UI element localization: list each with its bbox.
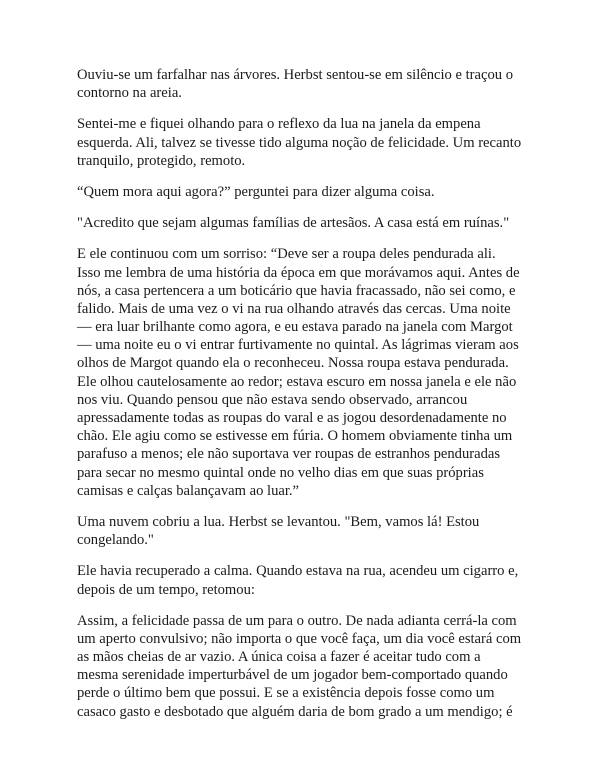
text-line: falido. Mais de uma vez o vi na rua olhando através das cercas. Uma noite (77, 300, 511, 317)
text-line: casaco gasto e desbotado que alguém daria de bom grado a um mendigo; é (77, 703, 513, 720)
paragraph (77, 214, 537, 232)
text-line: apressadamente todas as roupas do varal e as jogou desordenadamente no (77, 410, 507, 426)
text-line: mesma serenidade imperturbável de um jogador bem-comportado quando (77, 667, 508, 684)
text-line: olhos de Margot quando ela o reconheceu. Nossa roupa estava pendurada. (77, 355, 509, 372)
text-line: as mãos cheias de ar vazio. A única coisa a fazer é aceitar tudo com a (77, 649, 481, 666)
text-line: parafuso a menos; ele não suportava ver roupas de estranhos penduradas (77, 446, 501, 463)
text-line: esquerda. Ali, talvez se tivesse tido alguma noção de felicidade. Um recanto (77, 134, 522, 151)
text-line: "Acredito que sejam algumas famílias de artesãos. A casa está em ruínas." (77, 215, 510, 232)
text-line: contorno na areia. (77, 85, 182, 102)
text-line: Isso me lembra de uma história da época em que morávamos aqui. Antes de (77, 264, 520, 281)
paragraph (77, 66, 537, 102)
text-line: um aperto convulsivo; não importa o que você faça, um dia você estará com (77, 630, 522, 647)
text-line: Ouviu-se um farfalhar nas árvores. Herbst sentou-se em silêncio e traçou o (77, 67, 514, 83)
text-line: perde o último bem que possui. E se a existência depois fosse como um (77, 685, 495, 702)
text-line: nós, a casa pertencera a um boticário que havia fracassado, não sei como, e (77, 282, 516, 299)
text-line: camisas e calças balançavam ao luar.” (77, 482, 300, 499)
text-line: — era luar brilhante como agora, e eu estava parado na janela com Margot (77, 319, 513, 336)
text-line: Ele olhou cautelosamente ao redor; estava escuro em nossa janela e ele não (77, 373, 517, 390)
text-line: chão. Ele agiu como se estivesse em fúria. O homem obviamente tinha um (77, 428, 513, 445)
text-line: nos viu. Quando pensou que não estava sendo observado, arrancou (77, 391, 468, 408)
text-line: E ele continuou com um sorriso: “Deve ser a roupa deles pendurada ali. (77, 246, 496, 263)
text-line: — uma noite eu o vi entrar furtivamente no quintal. As lágrimas vieram aos (77, 337, 519, 354)
text-line: depois de um tempo, retomou: (77, 581, 255, 598)
text-line: Assim, a felicidade passa de um para o outro. De nada adianta cerrá-la com (77, 612, 517, 629)
paragraph (77, 562, 537, 598)
text-line: Uma nuvem cobriu a lua. Herbst se levantou. "Bem, vamos lá! Estou (77, 513, 480, 530)
text-line: para secar no mesmo quintal onde no velho dias em que suas próprias (77, 464, 484, 481)
paragraph (77, 115, 537, 170)
text-line: congelando." (77, 532, 154, 549)
paragraph (77, 513, 537, 549)
text-line: Ele havia recuperado a calma. Quando estava na rua, acendeu um cigarro e, (77, 563, 519, 580)
paragraph (77, 612, 537, 721)
text-line: tranquilo, protegido, remoto. (77, 152, 246, 169)
paragraph (77, 245, 537, 500)
body-text (77, 66, 537, 734)
text-line: “Quem mora aqui agora?” perguntei para dizer alguma coisa. (77, 183, 435, 200)
text-line: Sentei-me e fiquei olhando para o reflexo da lua na janela da empena (77, 116, 481, 133)
paragraph (77, 183, 537, 201)
